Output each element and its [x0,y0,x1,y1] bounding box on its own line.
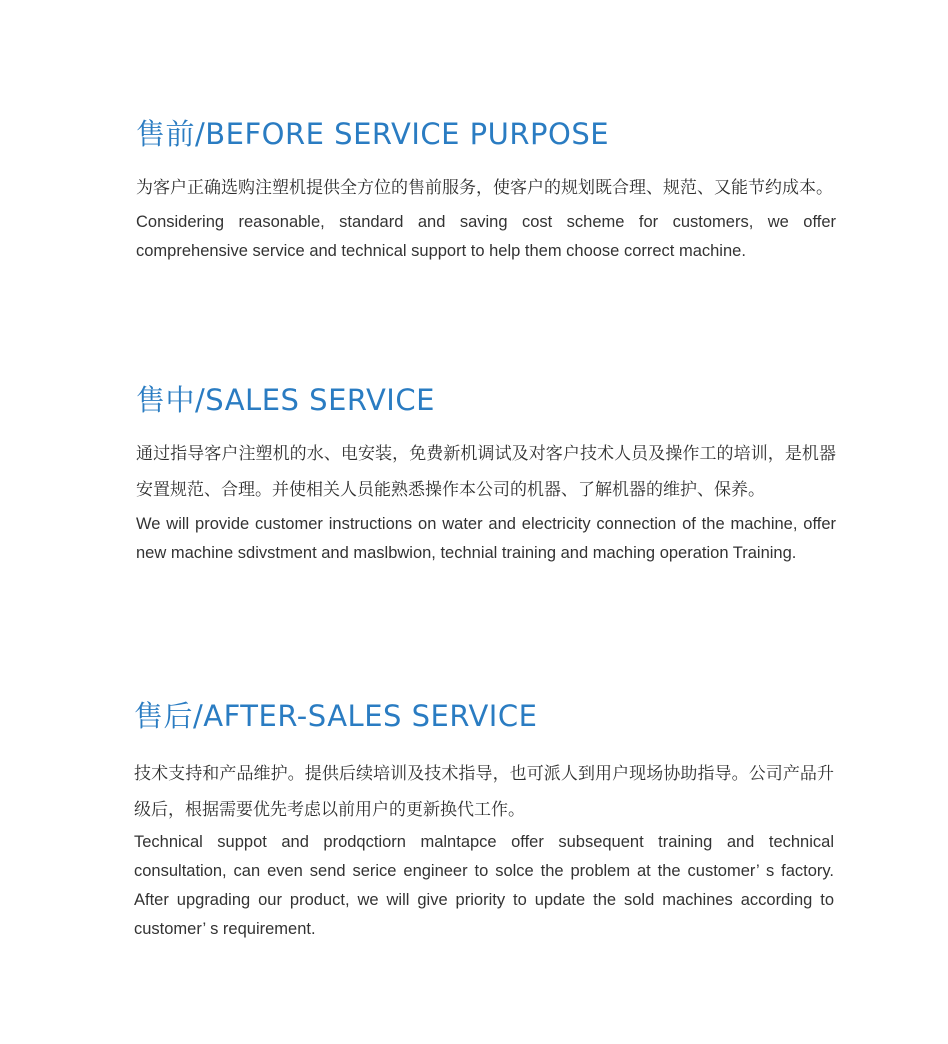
section-text-chinese: 为客户正确选购注塑机提供全方位的售前服务，使客户的规划既合理、规范、又能节约成本。 [136,178,833,198]
section-before-service [136,116,836,266]
section-title-sales-service: 售中/SALES SERVICE [136,383,435,417]
section-title-before-service: 售前/BEFORE SERVICE PURPOSE [136,117,610,151]
section-text-english: Technical suppot and prodqctiorn malntapce offer subsequent training and technical consultation, can even send serice engineer to solce the problem at the customer’ s factory. After upgrading our product, we will give priority to update the sold machines according to customer’ s requirement. [134,833,834,938]
section-text-english: Considering reasonable, standard and saving cost scheme for customers, we offer comprehensive service and technical support to help them choose correct machine. [136,213,836,260]
section-text-chinese: 技术支持和产品维护。提供后续培训及技术指导，也可派人到用户现场协助指导。公司产品升级后，根据需要优先考虑以前用户的更新换代工作。 [134,764,834,820]
section-sales-service [136,382,836,568]
section-after-sales-service [134,698,834,944]
section-title-after-sales-service: 售后/AFTER-SALES SERVICE [134,699,538,733]
section-text-chinese: 通过指导客户注塑机的水、电安装，免费新机调试及对客户技术人员及操作工的培训，是机器安置规范、合理。并使相关人员能熟悉操作本公司的机器、了解机器的维护、保养。 [136,444,836,500]
section-text-english: We will provide customer instructions on water and electricity connection of the machine, offer new machine sdivstment and maslbwion, technial training and maching operation Training. [136,515,836,562]
